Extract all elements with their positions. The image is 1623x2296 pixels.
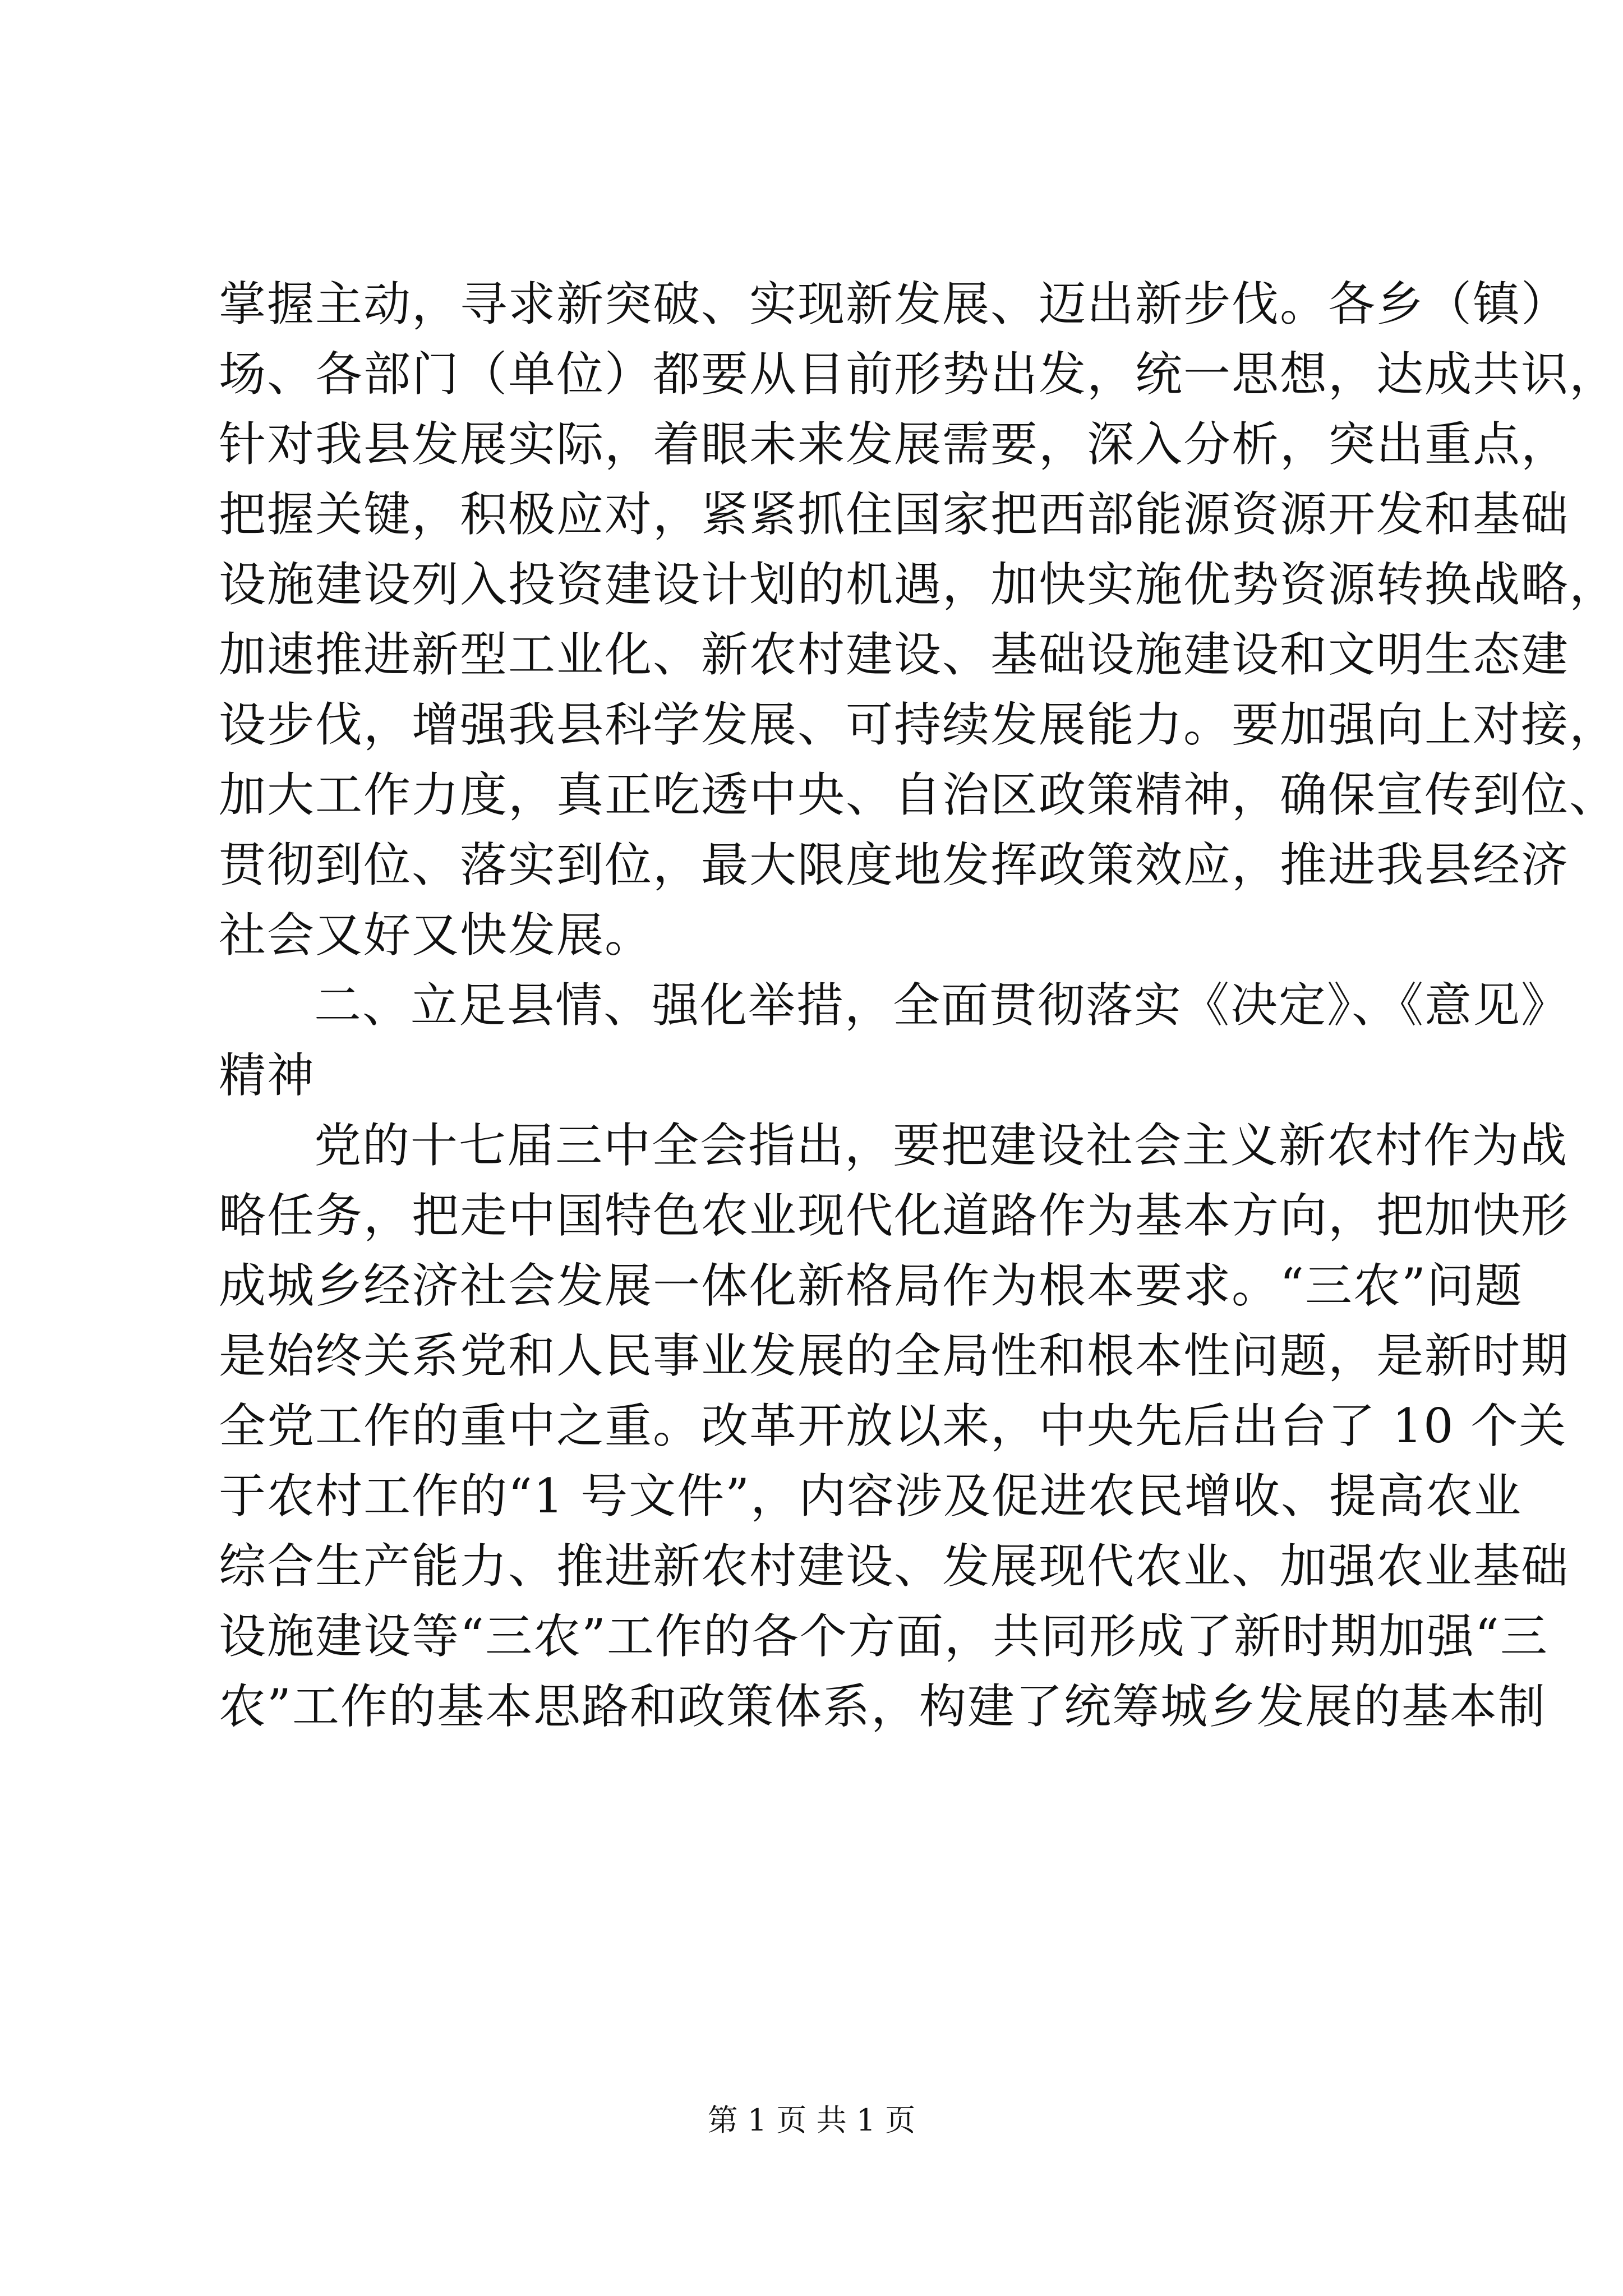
text-line: 略任务，把走中国特色农业现代化道路作为基本方向，把加快形 <box>219 1188 1570 1243</box>
text-line: 成城乡经济社会发展一体化新格局作为根本要求。“三农”问题 <box>219 1258 1523 1313</box>
page-number-footer: 第 1 页 共 1 页 <box>707 2102 916 2138</box>
text-line: 农”工作的基本思路和政策体系，构建了统筹城乡发展的基本制 <box>219 1679 1546 1734</box>
section-heading-line: 二、立足县情、强化举措，全面贯彻落实《决定》、《意见》 <box>314 978 1570 1033</box>
text-line: 是始终关系党和人民事业发展的全局性和根本性问题，是新时期 <box>219 1328 1570 1383</box>
text-line: 综合生产能力、推进新农村建设、发展现代农业、加强农业基础 <box>219 1539 1570 1594</box>
section-heading-line: 精神 <box>219 1048 316 1103</box>
text-line: 场、各部门（单位）都要从目前形势出发，统一思想，达成共识， <box>219 347 1618 402</box>
text-line: 全党工作的重中之重。改革开放以来，中央先后出台了 10 个关 <box>219 1398 1567 1453</box>
text-line: 把握关键，积极应对，紧紧抓住国家把西部能源资源开发和基础 <box>219 487 1570 542</box>
text-line: 加速推进新型工业化、新农村建设、基础设施建设和文明生态建 <box>219 627 1570 682</box>
text-line: 于农村工作的“1 号文件”，内容涉及促进农民增收、提高农业 <box>219 1469 1523 1524</box>
text-line: 党的十七届三中全会指出，要把建设社会主义新农村作为战 <box>314 1118 1569 1173</box>
text-line: 设施建设等“三农”工作的各个方面，共同形成了新时期加强“三 <box>219 1609 1548 1664</box>
text-line: 加大工作力度，真正吃透中央、自治区政策精神，确保宣传到位、 <box>219 767 1618 822</box>
text-line: 贯彻到位、落实到位，最大限度地发挥政策效应，推进我县经济 <box>219 838 1570 892</box>
document-body <box>219 269 1618 1742</box>
text-line: 针对我县发展实际，着眼未来发展需要，深入分析，突出重点， <box>219 417 1570 472</box>
text-line: 掌握主动，寻求新突破、实现新发展、迈出新步伐。各乡（镇） <box>219 277 1570 332</box>
text-line: 设步伐，增强我县科学发展、可持续发展能力。要加强向上对接， <box>219 697 1618 752</box>
text-line: 社会又好又快发展。 <box>219 908 653 963</box>
text-line: 设施建设列入投资建设计划的机遇，加快实施优势资源转换战略， <box>219 557 1618 612</box>
